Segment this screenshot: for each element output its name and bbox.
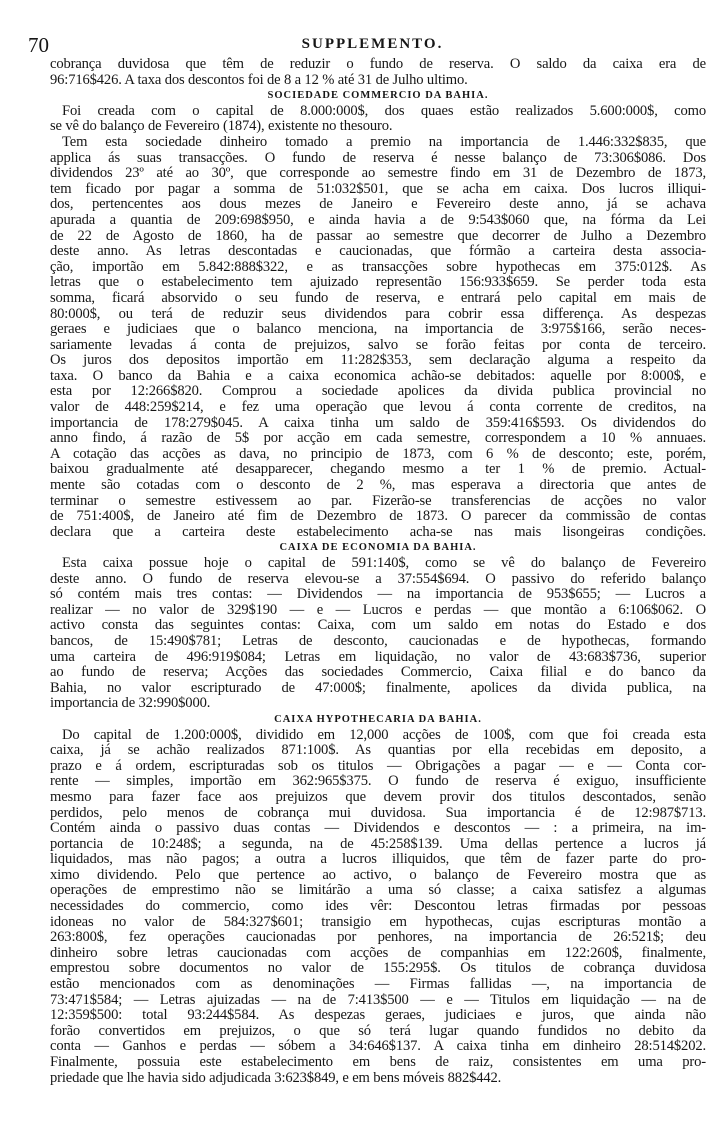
text-line: bancos, de 15:490$781; Letras de desconto, caucionadas e de hypothecas, formando bbox=[50, 632, 706, 649]
text-line: sariamente levadas á conta de prejuizos, salvo se forão feitas por conta de terceiro. bbox=[50, 336, 706, 353]
text-line: 80:000$, ou terá de reduzir seus dividendos para cobrir essa differença. As despezas bbox=[50, 305, 706, 322]
text-line: mente são cotadas com o desconto de 2 %, mas esperava a directoria que antes de bbox=[50, 477, 706, 494]
text-line: caixa, já se achão realizados 871:100$. As quantias por ella recebidas em deposito, a bbox=[50, 742, 706, 759]
paragraph bbox=[50, 728, 706, 1087]
text-line: 263:800$, fez operações caucionadas por penhores, na importancia de 26:521$; deu bbox=[50, 929, 706, 946]
text-line: declara que a carteira deste estabelecimento acha-se nas mais lisongeiras condições. bbox=[50, 523, 706, 540]
text-line: forão convertidos em prejuizos, o que só terá lugar quando fundidos no debito da bbox=[50, 1022, 706, 1039]
running-head: SUPPLEMENTO. bbox=[301, 36, 444, 52]
text-line: Os juros dos depositos importão em 11:282$353, sem declaração alguma a respeito da bbox=[50, 352, 706, 369]
section-heading: CAIXA DE ECONOMIA DA BAHIA. bbox=[279, 542, 477, 554]
text-line: geraes e judiciaes que o balanco menciona, na importancia de 3:975$166, serão neces- bbox=[50, 321, 706, 338]
text-line: mesmo para fazer face aos prejuizos que devem provir dos titulos descontados, senão bbox=[50, 788, 706, 805]
text-line: baixou gradualmente até desapparecer, chegando mesmo a ter 1 % de premio. Actual- bbox=[50, 461, 706, 478]
text-line: Esta caixa possue hoje o capital de 591:140$, como se vê do balanço de Fevereiro bbox=[62, 555, 706, 571]
text-line: Finalmente, possuia este estabelecimento em bens de raiz, consistentes em uma pro- bbox=[50, 1054, 706, 1070]
text-line: se vê do balanço de Fevereiro (1874), existente no thesouro. bbox=[50, 118, 393, 135]
text-line: operações de emprestimo não se limitárão a uma só classe; a caixa satisfez a algumas bbox=[50, 882, 706, 899]
text-line: ximo dividendo. Pelo que pertence ao activo, o balanço de Fevereiro mostra que as bbox=[50, 866, 706, 883]
page-number: 70 bbox=[28, 33, 49, 57]
text-line: A cotação das acções as dava, no principio de 1873, com 6 % de desconto; este, porém, bbox=[50, 445, 706, 462]
text-line: 12:359$500: total 93:244$584. As despezas geraes, judiciaes e juros, que ainda não bbox=[50, 1007, 706, 1024]
text-line: valor de 448:259$214, e fez uma operação que levou á conta corrente de creditos, na bbox=[50, 399, 706, 416]
text-line: somma, ficará absorvido o seu fundo de reserva, e entrará pelo capital em mais de bbox=[50, 289, 706, 306]
text-line: Contém ainda o passivo duas contas — Dividendos e descontos — : a primeira, na im- bbox=[50, 820, 706, 837]
text-line: de 751:400$, de Janeiro até fim de Dezembro de 1873. O parecer da commissão de contas bbox=[50, 508, 706, 525]
text-line: ao fundo de reserva; Acções das sociedades Commercio, Caixa filial e do banco da bbox=[50, 664, 706, 681]
text-line: deste anno. O fundo de reserva elevou-se a 37:554$694. O passivo do referido balanço bbox=[50, 570, 706, 587]
page-body bbox=[50, 57, 706, 1086]
text-line: applica ás suas transacções. O fundo de reserva é nesse balanço de 73:306$086. Dos bbox=[50, 149, 706, 166]
text-line: dos, pertencentes aos dous mezes de Janeiro e Fevereiro deste anno, já se achava bbox=[50, 196, 706, 213]
paragraph bbox=[50, 104, 706, 135]
text-line: uma carteira de 496:919$084; Letras em liquidação, no valor de 43:683$736, superior bbox=[50, 648, 706, 665]
text-line: Bahia, no valor escripturado de 47:000$; finalmente, apolices da divida publica, na bbox=[50, 679, 706, 696]
paragraph bbox=[50, 57, 706, 88]
text-line: ção, importão em 5.842:888$322, e as transacções sobre hypothecas em 375:012$. As bbox=[50, 258, 706, 275]
text-line: esta por 12:266$820. Comprou a sociedade apolices da divida publica provincial no bbox=[50, 383, 706, 400]
text-line: necessidades do commercio, como ides vêr: Descontou letras firmadas por pessoas bbox=[50, 898, 706, 915]
section-heading: SOCIEDADE COMMERCIO DA BAHIA. bbox=[267, 90, 489, 102]
text-line: rente — simples, importão em 362:965$375. O fundo de reserva é exiguo, insufficiente bbox=[50, 773, 706, 790]
text-line: liquidados, mas não pagos; a outra a lucros illiquidos, que têm de fazer parte do pro- bbox=[50, 851, 706, 868]
section-heading: CAIXA HYPOTHECARIA DA BAHIA. bbox=[274, 713, 482, 725]
text-line: terminar o semestre estivessem ao par. Fizerão-se transferencias de acções no valor bbox=[50, 492, 706, 509]
text-line: prazo e á ordem, escripturadas sob os titulos — Obrigações a pagar — e — Conta cor- bbox=[50, 757, 706, 774]
text-line: activo consta das seguintes contas: Caixa, com um saldo em notas do Estado e dos bbox=[50, 617, 706, 634]
text-line: só contém mais tres contas: — Dividendos — na importancia de 953$655; — Lucros a bbox=[50, 586, 706, 603]
text-line: dividendos 23º até ao 30º, que corresponde ao semestre findo em 31 de Dezembro de 1873, bbox=[50, 165, 706, 182]
text-line: letras que o estabelecimento tem ajuizado representão 156:933$659. Se perder toda esta bbox=[50, 274, 706, 291]
text-line: 73:471$584; — Letras ajuizadas — na de 7:413$500 — e — Titulos em liquidação — na de bbox=[50, 991, 706, 1008]
text-line: importancia de 32:990$000. bbox=[50, 695, 211, 712]
text-line: Tem esta sociedade dinheiro tomado a premio na importancia de 1.446:332$835, que bbox=[62, 133, 706, 150]
text-line: perdidos, pelo menos de cobrança mui duvidosa. Sua importancia é de 12:987$713. bbox=[50, 804, 706, 821]
paragraph bbox=[50, 135, 706, 540]
text-line: apurada a quantia de 209:698$950, e ainda havia a de 9:543$060 que, na fórma da Lei bbox=[50, 211, 706, 228]
text-line: 96:716$426. A taxa dos descontos foi de 8 a 12 % até 31 de Julho ultimo. bbox=[50, 71, 468, 88]
text-line: cobrança duvidosa que têm de reduzir o fundo de reserva. O saldo da caixa era de bbox=[50, 56, 706, 72]
text-line: tem ficado por pagar a somma de 51:032$501, que se acha em caixa. Dos lucros illiqui- bbox=[50, 180, 706, 197]
text-line: anno findo, á razão de 5$ por acção em cada semestre, correspondem a 10 % annuaes. bbox=[50, 430, 706, 447]
text-line: taxa. O banco da Bahia e a caixa economica achão-se debitados: aquelle por 8:000$, e bbox=[50, 367, 706, 384]
text-line: de 22 de Agosto de 1860, ha de passar ao semestre que decorrer de Julho a Dezembro bbox=[50, 227, 706, 244]
text-line: portancia de 10:248$; a segunda, na de 45:258$139. Uma dellas pertence a lucros já bbox=[50, 835, 706, 852]
text-line: Do capital de 1.200:000$, dividido em 12,000 acções de 100$, com que foi creada esta bbox=[62, 726, 706, 743]
text-line: conta — Ganhos e perdas — sóbem a 34:646$137. A caixa tinha em dinheiro 28:514$202. bbox=[50, 1038, 706, 1055]
text-line: priedade que lhe havia sido adjudicada 3:623$849, e em bens móveis 882$442. bbox=[50, 1069, 502, 1086]
text-line: realizar — no valor de 329$190 — e — Lucros e perdas — que montão a 6:106$062. O bbox=[50, 601, 706, 618]
text-line: deste anno. As letras descontadas e caucionadas, que fórmão a carteira desta associa- bbox=[50, 243, 706, 260]
text-line: estão mencionados com as denominações — Firmas fallidas —, na importancia de bbox=[50, 976, 706, 993]
paragraph bbox=[50, 556, 706, 712]
text-line: emprestou sobre documentos no valor de 155:295$. Os titulos de cobrança duvidosa bbox=[50, 960, 706, 977]
text-line: Foi creada com o capital de 8.000:000$, dos quaes estão realizados 5.600:000$, como bbox=[62, 102, 706, 119]
text-line: idoneas no valor de 584:327$601; transigio em hypothecas, cujas escripturas montão a bbox=[50, 913, 706, 930]
text-line: dinheiro sobre letras caucionadas com acções de companhias em 122:260$, finalmente, bbox=[50, 944, 706, 961]
text-line: importancia de 178:279$045. A caixa tinha um saldo de 359:416$593. Os dividendos do bbox=[50, 414, 706, 431]
